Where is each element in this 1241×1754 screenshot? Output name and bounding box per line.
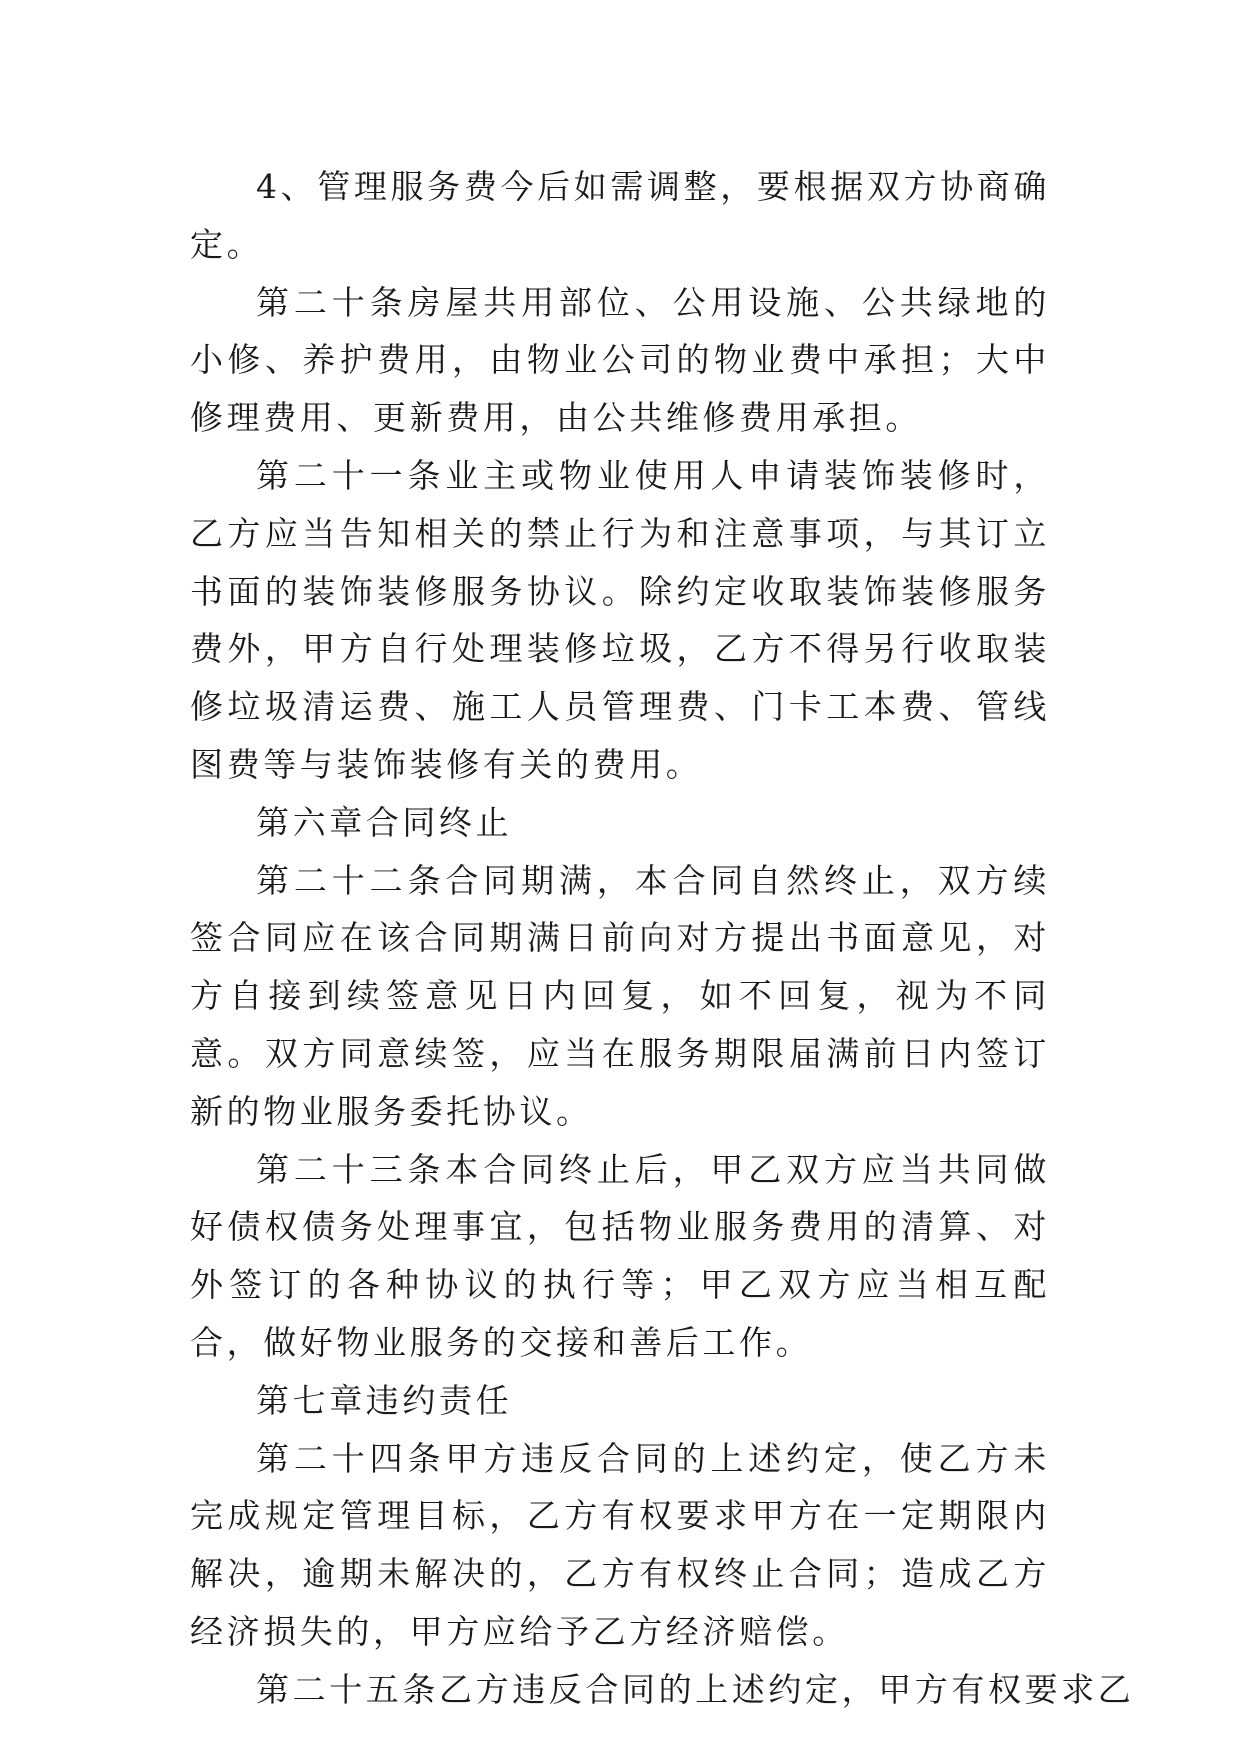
paragraph-article-22: 第二十二条合同期满，本合同自然终止，双方续签合同应在该合同期满日前向对方提出书面意见，对方自接到续签意见日内回复，如不回复，视为不同意。双方同意续签，应当在服务期限届满前日内签订新的物业服务委托协议。 <box>190 860 1050 1131</box>
paragraph-article-21: 第二十一条业主或物业使用人申请装饰装修时，乙方应当告知相关的禁止行为和注意事项，与其订立书面的装饰装修服务协议。除约定收取装饰装修服务费外，甲方自行处理装修垃圾，乙方不得另行收取装修垃圾清运费、施工人员管理费、门卡工本费、管线图费等与装饰装修有关的费用。 <box>190 455 1050 784</box>
chapter-7-heading: 第七章违约责任 <box>256 1380 513 1420</box>
document-body <box>190 158 1135 1719</box>
paragraph-article-25: 第二十五条乙方违反合同的上述约定，甲方有权要求乙 <box>256 1669 1135 1709</box>
paragraph-article-20: 第二十条房屋共用部位、公用设施、公共绿地的小修、养护费用，由物业公司的物业费中承担；大中修理费用、更新费用，由公共维修费用承担。 <box>190 282 1050 438</box>
paragraph-article-24: 第二十四条甲方违反合同的上述约定，使乙方未完成规定管理目标，乙方有权要求甲方在一定期限内解决，逾期未解决的，乙方有权终止合同；造成乙方经济损失的，甲方应给予乙方经济赔偿。 <box>190 1438 1050 1651</box>
paragraph-article-23: 第二十三条本合同终止后，甲乙双方应当共同做好债权债务处理事宜，包括物业服务费用的清算、对外签订的各种协议的执行等；甲乙双方应当相互配合，做好物业服务的交接和善后工作。 <box>190 1149 1050 1362</box>
chapter-6-heading: 第六章合同终止 <box>256 802 513 842</box>
paragraph-fee-adjustment: 4、管理服务费今后如需调整，要根据双方协商确定。 <box>190 167 1050 264</box>
